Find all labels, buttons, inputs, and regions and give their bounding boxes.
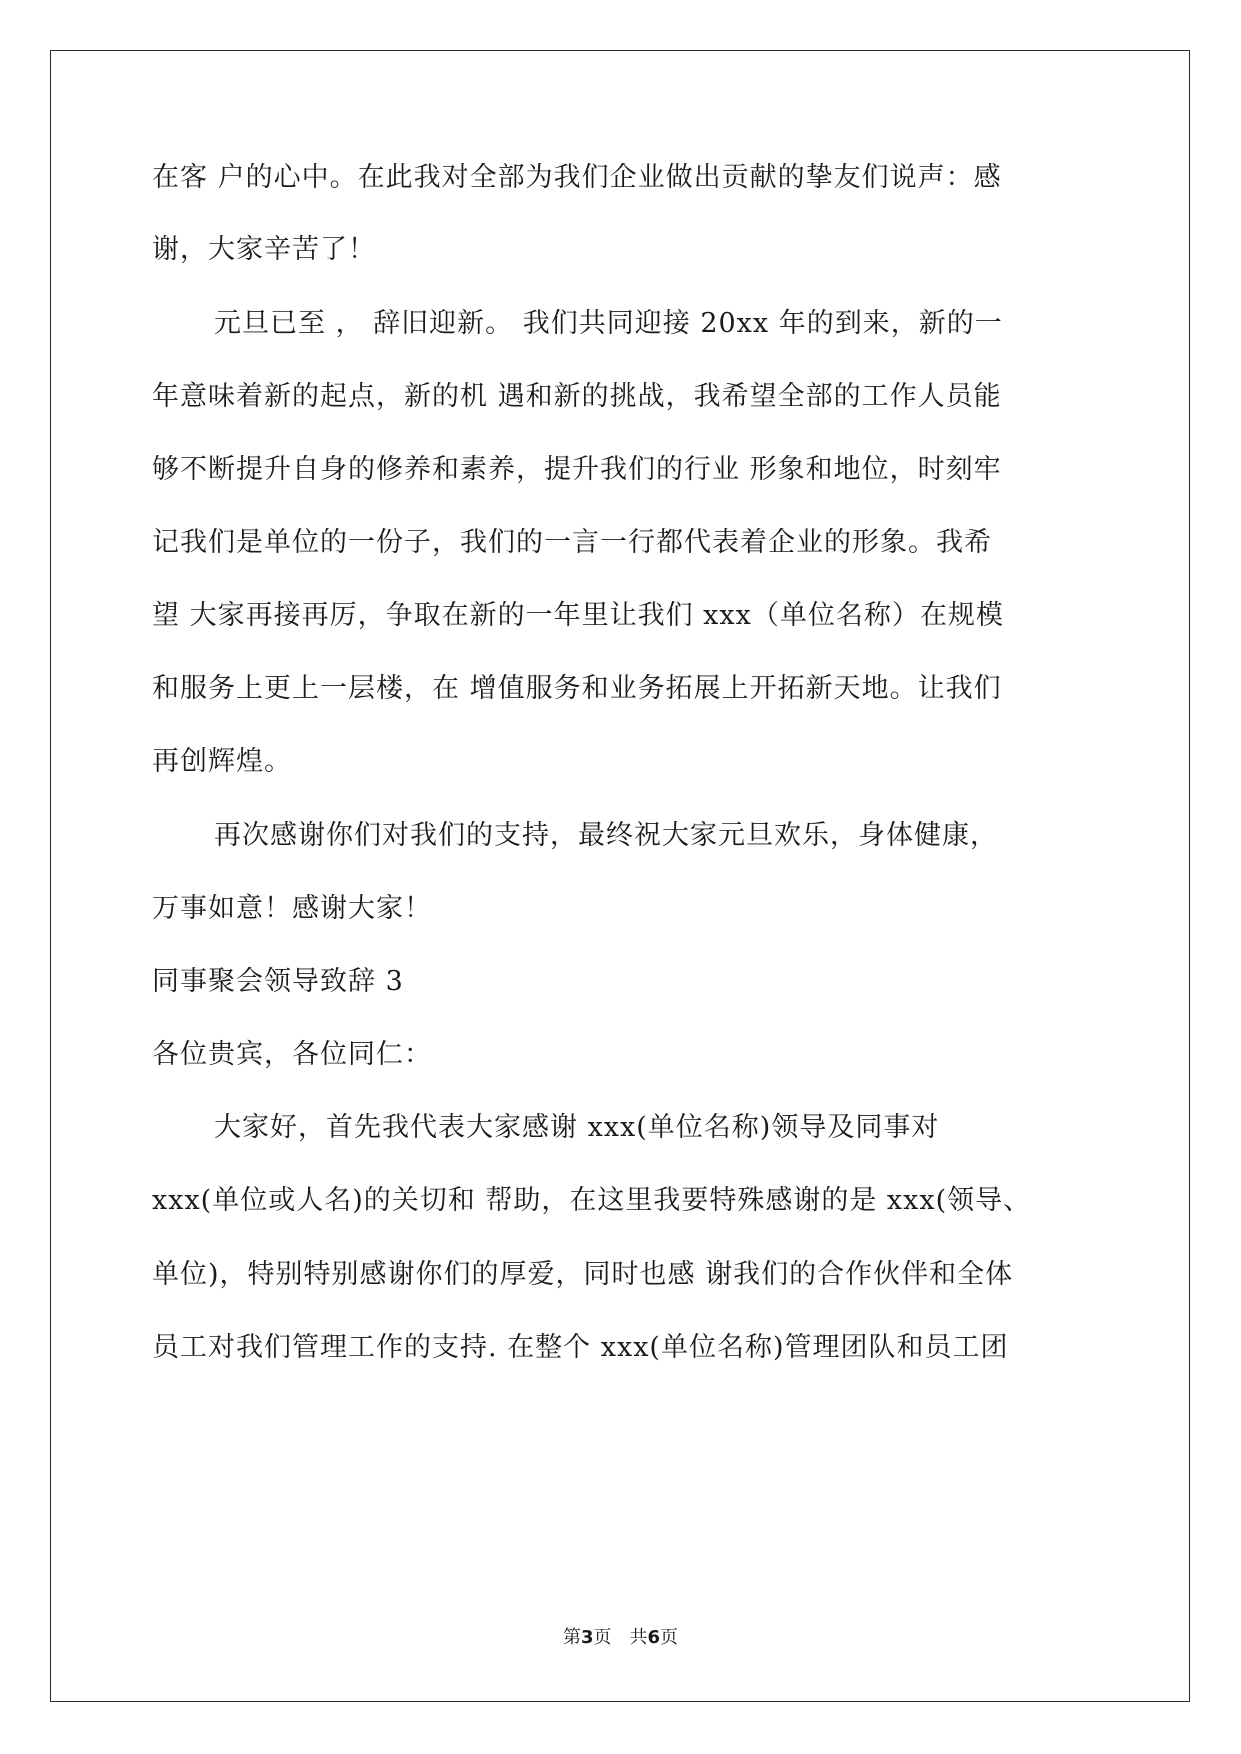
text-line: xxx(单位或人名)的关切和 帮助，在这里我要特殊感谢的是 xxx(领导、	[152, 1185, 1032, 1216]
text-line: 够不断提升自身的修养和素养，提升我们的行业 形象和地位，时刻牢	[152, 454, 1002, 485]
text-line: 记我们是单位的一份子，我们的一言一行都代表着企业的形象。我希	[152, 527, 992, 558]
paragraph-start-line: 元旦已至 ， 辞旧迎新。 我们共同迎接 20xx 年的到来，新的一	[214, 308, 1003, 339]
footer-prefix: 第	[562, 1627, 581, 1648]
page-footer	[0, 1626, 1241, 1650]
text-line: 谢，大家辛苦了！	[152, 234, 376, 265]
text-line: 员工对我们管理工作的支持. 在整个 xxx(单位名称)管理团队和员工团	[152, 1332, 1009, 1363]
footer-mid: 页 共	[593, 1627, 648, 1648]
text-line: 望 大家再接再厉，争取在新的一年里让我们 xxx（单位名称）在规模	[152, 600, 1004, 631]
text-line: 在客 户的心中。在此我对全部为我们企业做出贡献的挚友们说声：感	[152, 162, 1002, 193]
page-border	[50, 50, 1190, 1702]
text-line: 万事如意！感谢大家！	[152, 893, 432, 924]
paragraph-start-line: 再次感谢你们对我们的支持，最终祝大家元旦欢乐，身体健康，	[214, 820, 998, 851]
text-line: 年意味着新的起点，新的机 遇和新的挑战，我希望全部的工作人员能	[152, 381, 1002, 412]
total-page-number: 6	[647, 1627, 661, 1648]
salutation: 各位贵宾，各位同仁：	[152, 1039, 432, 1070]
current-page-number: 3	[580, 1627, 594, 1648]
section-heading: 同事聚会领导致辞 3	[152, 966, 404, 997]
text-line: 单位)，特别特别感谢你们的厚爱，同时也感 谢我们的合作伙伴和全体	[152, 1259, 1014, 1290]
paragraph-start-line: 大家好，首先我代表大家感谢 xxx(单位名称)领导及同事对	[214, 1112, 940, 1143]
text-line: 和服务上更上一层楼，在 增值服务和业务拓展上开拓新天地。让我们	[152, 673, 1002, 704]
footer-suffix: 页	[660, 1627, 679, 1648]
text-line: 再创辉煌。	[152, 746, 292, 777]
